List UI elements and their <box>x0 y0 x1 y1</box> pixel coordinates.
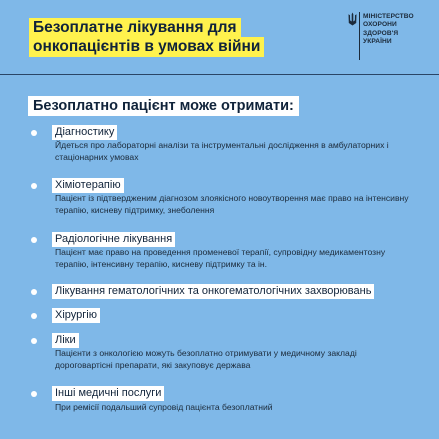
item-label: Хірургію <box>52 308 100 323</box>
bullet-icon <box>31 313 37 319</box>
item-label: Діагностику <box>52 125 117 140</box>
item-description: При ремісії подальший супровід пацієнта безоплатний <box>55 402 273 412</box>
trident-icon <box>348 12 357 26</box>
page-title-line-1: Безоплатне лікування для <box>29 18 241 38</box>
section-heading: Безоплатно пацієнт може отримати: <box>28 96 299 116</box>
bullet-icon <box>31 130 37 136</box>
item-label: Інші медичні послуги <box>52 386 164 401</box>
item-label: Лікування гематологічних та онкогематологічних захворювань <box>52 284 374 299</box>
item-description: Пацієнт має право на проведення променевої терапії, супровідну медикаментозну терапію, інтенсивну терапію, кисневу підтримку та ін. <box>55 247 386 269</box>
page-title-line-2: онкопацієнтів в умовах війни <box>29 37 264 57</box>
bullet-icon <box>31 391 37 397</box>
item-description: Пацієнти з онкологією можуть безоплатно отримувати у медичному закладі дороговартісні препарати, які закуповує держава <box>55 348 357 370</box>
bullet-icon <box>31 289 37 295</box>
item-description: Йдеться про лабораторні аналізи та інструментальні дослідження в амбулаторних і стаціонарних умовах <box>55 140 389 162</box>
item-label: Радіологічне лікування <box>52 232 175 247</box>
bullet-icon <box>31 183 37 189</box>
ministry-divider <box>359 12 360 60</box>
ministry-logo <box>348 12 428 62</box>
item-description: Пацієнт із підтвердженим діагнозом злоякісного новоутворення має право на інтенсивну терапію, кисневу підтримку, знеболення <box>55 193 409 215</box>
item-label: Хіміотерапію <box>52 178 124 193</box>
bullet-icon <box>31 338 37 344</box>
header-divider <box>0 74 439 75</box>
bullet-icon <box>31 237 37 243</box>
ministry-name: МІНІСТЕРСТВО ОХОРОНИ ЗДОРОВ'Я УКРАЇНИ <box>363 13 414 46</box>
item-label: Ліки <box>52 333 79 348</box>
